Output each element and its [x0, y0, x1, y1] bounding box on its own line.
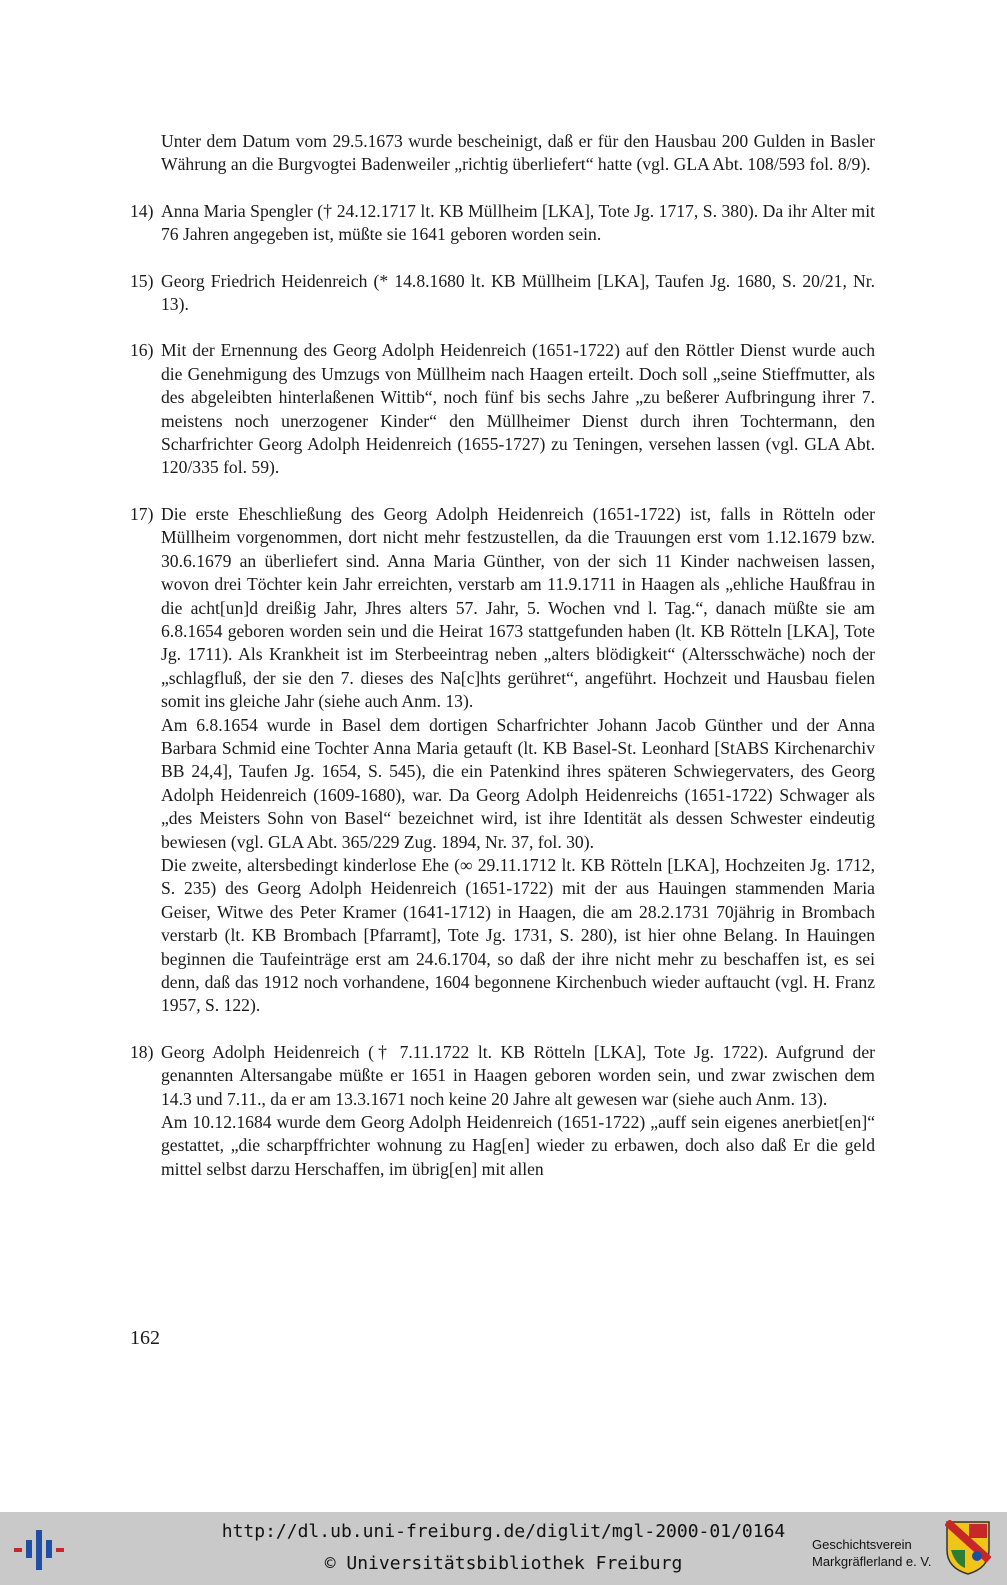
footnote-number: 14): [130, 200, 154, 221]
footnote-paragraph: Am 10.12.1684 wurde dem Georg Adolph Heidenreich (1651-1722) „auff sein eigenes anerbiet[en]“ gestattet, „die scharpffrichter wohnung zu Hag[en] wieder zu erbawen, doch also daß Er die geld mittel selbst darzu Herschaffen, im übrig[en] mit allen: [161, 1112, 875, 1179]
footnote-16: [130, 339, 875, 479]
footer-copyright: © Universitätsbibliothek Freiburg: [324, 1553, 683, 1574]
footnote-number: 17): [130, 503, 154, 524]
footnote-paragraph: Georg Adolph Heidenreich († 7.11.1722 lt. KB Rötteln [LKA], Tote Jg. 1722). Aufgrund der genannten Altersangabe müßte er 1651 in Haagen geboren worden sein, und zwar zwischen dem 14.3 und 7.11., da er am 13.3.1671 noch keine 20 Jahre alt gewesen war (siehe auch Anm. 13).: [161, 1041, 875, 1109]
footnote-number: 18): [130, 1041, 154, 1062]
footnote-number: 15): [130, 270, 154, 291]
footer-bar: [0, 1512, 1007, 1585]
footnote-paragraph: Mit der Ernennung des Georg Adolph Heidenreich (1651-1722) auf den Röttler Dienst wurde auch die Genehmigung des Umzugs von Müllheim nach Haagen erteilt. Doch soll „seine Stieffmutter, als des abgeleibten hinterlaßenen Wittib“, noch fünf bis sechs Jahre „zu beßerer Aufbringung ihrer 7. meistens noch unerzogener Kinder“ den Müllheimer Dienst durch ihren Tochtermann, den Scharfrichter Georg Adolph Heidenreich (1655-1727) zu Teningen, versehen lassen (vgl. GLA Abt. 120/335 fol. 59).: [161, 340, 875, 478]
society-name: [812, 1536, 931, 1570]
footnote-body: [161, 503, 875, 1018]
intro-paragraph: Unter dem Datum vom 29.5.1673 wurde bescheinigt, daß er für den Hausbau 200 Gulden in Basler Währung an die Burgvogtei Badenweiler „richtig überliefert“ hatte (vgl. GLA Abt. 108/593 fol. 8/9).: [161, 131, 875, 175]
footnote-paragraph: Georg Friedrich Heidenreich (* 14.8.1680 lt. KB Müllheim [LKA], Taufen Jg. 1680, S. 20/21, Nr. 13).: [161, 270, 875, 315]
society-name-line1: Geschichtsverein: [812, 1537, 912, 1552]
page-number: 162: [130, 1327, 160, 1349]
footnote-15: [130, 270, 875, 317]
society-name-line2: Markgräflerland e. V.: [812, 1554, 932, 1569]
page-text: [130, 130, 875, 1181]
footnote-paragraph: Anna Maria Spengler († 24.12.1717 lt. KB Müllheim [LKA], Tote Jg. 1717, S. 380). Da ihr Alter mit 76 Jahren angegeben ist, müßte sie 1641 geboren worden sein.: [161, 200, 875, 245]
footnote-paragraph: Die zweite, altersbedingt kinderlose Ehe (∞ 29.11.1712 lt. KB Rötteln [LKA], Hochzeiten Jg. 1712, S. 235) des Georg Adolph Heidenreich (1651-1722) mit der aus Hauingen stammenden Maria Geiser, Witwe des Peter Kramer (1641-1712) in Haagen, die am 28.2.1731 70jährig in Brombach verstarb (lt. KB Brombach [Pfarramt], Tote Jg. 1731, S. 280), ist hier ohne Belang. In Hauingen beginnen die Taufeinträge erst am 24.6.1704, so daß der ihre nicht mehr zu beschaffen ist, es sei denn, daß das 1912 noch vorhandene, 1604 begonnene Kirchenbuch wieder auftaucht (vgl. H. Franz 1957, S. 122).: [161, 854, 875, 1016]
footnote-body: [161, 270, 875, 317]
coat-of-arms-icon: [945, 1520, 991, 1576]
footnote-body: [161, 1041, 875, 1181]
footnote-18: [130, 1041, 875, 1181]
footnote-17: [130, 503, 875, 1018]
footer-url-link[interactable]: http://dl.ub.uni-freiburg.de/diglit/mgl-2000-01/0164: [221, 1521, 786, 1542]
footnote-number: 16): [130, 340, 154, 361]
footnote-paragraph: Am 6.8.1654 wurde in Basel dem dortigen Scharfrichter Johann Jacob Günther und der Anna Barbara Schmid eine Tochter Anna Maria getauft (lt. KB Basel-St. Leonhard [StABS Kirchenarchiv BB 24,4], Taufen Jg. 1654, S. 545), die ein Patenkind ihres späteren Schwiegervaters, des Georg Adolph Heidenreich (1609-1680), war. Da Georg Adolph Heidenreichs (1651-1722) Schwager als „des Meisters Sohn von Basel“ bezeichnet wird, ist ihre Identität als dessen Schwester eindeutig bewiesen (vgl. GLA Abt. 365/229 Zug. 1894, Nr. 37, fol. 30).: [161, 714, 875, 852]
footnote-14: [130, 200, 875, 247]
footnote-body: [161, 200, 875, 247]
footnote-body: [161, 339, 875, 479]
footnote-paragraph: Die erste Eheschließung des Georg Adolph Heidenreich (1651-1722) ist, falls in Rötteln oder Müllheim vorgenommen, dort nicht mehr festzustellen, da die Trauungen erst vom 1.12.1679 bzw. 30.6.1679 an überliefert sind. Anna Maria Günther, von der sich 11 Kinder nachweisen lassen, wovon drei Töchter kein Jahr erreichten, verstarb am 11.9.1711 in Haagen als „ehliche Haußfrau in die acht[un]d dreißig Jahr, Jhres alters 57. Jahr, 5. Wochen vnd l. Tag.“, danach müßte sie am 6.8.1654 geboren worden sein und die Heirat 1673 stattgefunden haben (lt. KB Rötteln [LKA], Tote Jg. 1711). Als Krankheit ist im Sterbeeintrag neben „alters blödigkeit“ (Altersschwäche) noch der „schlagfluß, der sie den 7. dieses des Na[c]hts gerühret“, angeführt. Hochzeit und Hausbau fielen somit ins gleiche Jahr (siehe auch Anm. 13).: [161, 503, 875, 712]
